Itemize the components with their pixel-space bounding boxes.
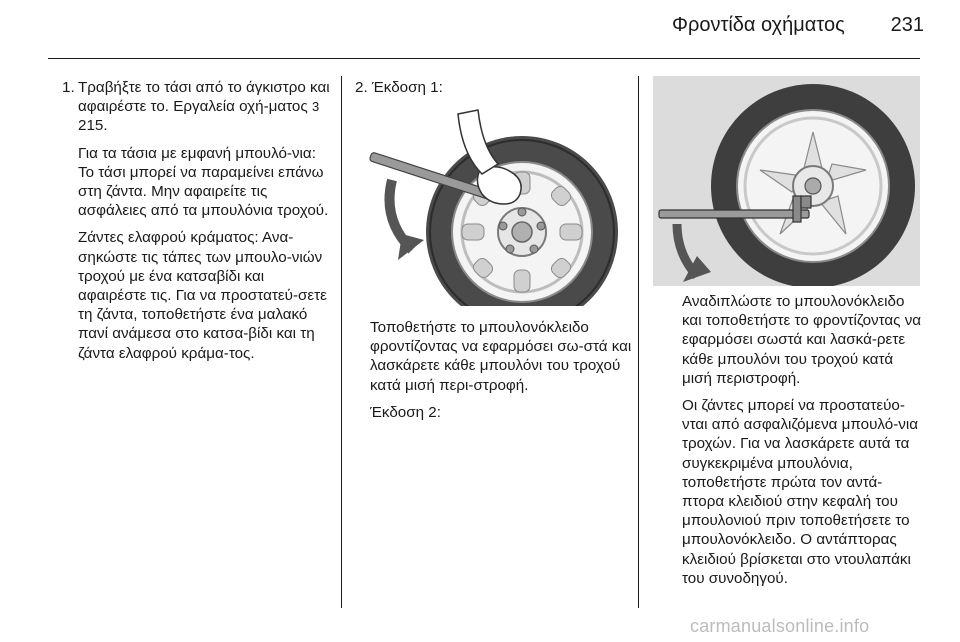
column-2-paragraph-2: Έκδοση 2:: [370, 403, 441, 421]
column-divider-right: [638, 76, 639, 608]
column-divider-left: [341, 76, 342, 608]
column-3-paragraph-1: Αναδιπλώστε το μπουλονόκλειδο και τοποθετήστε το φροντίζοντας να εφαρμόσει σωστά και λασκά-ρετε κάθε μπουλόνι του τροχού κατά μισή περιστροφή.: [682, 293, 922, 387]
step-1-ref-page[interactable]: 215.: [78, 117, 108, 135]
watermark: carmanualsonline.info: [690, 616, 870, 636]
column-1-paragraph-1: Για τα τάσια με εμφανή μπουλό-νια: Το τάσι μπορεί να παραμείνει επάνω στη ζάντα. Μην αφαιρείτε τις ασφάλειες από τα μπουλόνια τροχού.: [78, 144, 329, 220]
wheel-wrench-illustration: [362, 100, 624, 306]
column-1-paragraph-2: Ζάντες ελαφρού κράματος: Ανα-σηκώστε τις τάπες των μπουλο-νιών τροχού με ένα κατσαβίδι και αφαιρέστε τις. Για να προστατεύ-σετε τη ζάντα, τοποθετήστε ένα μαλακό πανί ανάμεσα στο κατσα-βίδι και τη ζάντα ελαφρού κράμα-τος.: [78, 229, 327, 362]
column-2-paragraph-1: Τοποθετήστε το μπουλονόκλειδο φροντίζοντας να εφαρμόσει σω-στά και λασκάρετε κάθε μπουλόνι του τροχού κατά μισή περι-στροφή.: [370, 319, 632, 394]
folding-wrench-illustration: [653, 76, 920, 286]
column-3-body: [682, 292, 922, 596]
step-1: [62, 78, 332, 136]
column-3-paragraph-2: Οι ζάντες μπορεί να προστατεύο-νται από ασφαλιζόμενα μπουλό-νια τροχών. Για να λασκάρετε αυτά τα συγκεκριμένα μπουλόνια, τοποθετήστε πρώτα τον αντά-πτορα κλειδιού στην κεφαλή του μπουλονιού πριν τοποθετήσετε το μπουλονόκλειδο. Ο αντάπτορας κλειδιού βρίσκεται στο ντουλαπάκι του συνοδηγού.: [682, 397, 919, 587]
step-1-text: Τραβήξτε το τάσι από το άγκιστρο και αφαιρέστε το. Εργαλεία οχή-ματος: [78, 79, 330, 116]
column-1: [62, 78, 332, 371]
page-number: 231: [890, 14, 924, 36]
step-1-number: 1.: [62, 79, 75, 96]
figure-wrench-version-2: [653, 76, 920, 286]
header-rule: [48, 58, 920, 59]
step-1-text-block: [78, 78, 332, 136]
step-2-heading: 2. Έκδοση 1:: [355, 79, 443, 96]
reference-arrow-icon: 3: [311, 99, 320, 115]
column-2-body: [370, 318, 632, 430]
figure-wrench-version-1: [362, 100, 624, 306]
page-header-title: Φροντίδα οχήματος: [672, 14, 845, 36]
